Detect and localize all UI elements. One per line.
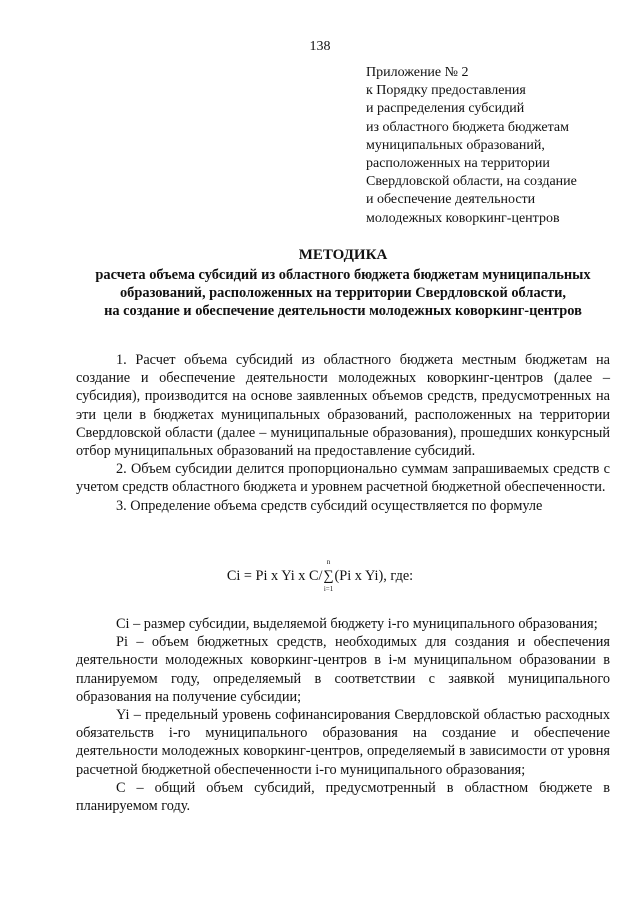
appendix-line: Свердловской области, на создание	[366, 174, 577, 190]
appendix-line: к Порядку предоставления	[366, 83, 526, 99]
definitions-section	[76, 615, 610, 815]
formula-before: Ci = Pi x Yi x C/	[226, 568, 323, 584]
appendix-block	[366, 64, 616, 228]
appendix-line: и распределения субсидий	[366, 101, 525, 117]
title-subtitle-line: расчета объема субсидий из областного бюджета бюджетам муниципальных	[95, 267, 591, 283]
title-subtitle-line: на создание и обеспечение деятельности молодежных коворкинг-центров	[104, 303, 582, 319]
page-number: 138	[309, 39, 331, 54]
formula-after: (Pi x Yi), где:	[334, 568, 414, 584]
sum-operator	[323, 558, 335, 593]
appendix-line: молодежных коворкинг-центров	[366, 210, 560, 226]
formula	[0, 558, 640, 593]
paragraph-1: 1. Расчет объема субсидий из областного бюджета местным бюджетам на создание и обеспечение деятельности молодежных коворкинг-центров (далее – субсидия), производится на основе заявленных объемов средств, предусмотренных на эти цели в бюджетах муниципальных образований, расположенных на территории Свердловской области (далее – муниципальные образования), прошедших конкурсный отбор муниципальных образований на предоставление субсидий.	[76, 352, 610, 460]
title-subtitle-line: образований, расположенных на территории Свердловской области,	[119, 285, 567, 301]
definition-c: C – общий объем субсидий, предусмотренный в областном бюджете в планируемом году.	[76, 779, 610, 815]
appendix-line: и обеспечение деятельности	[366, 192, 536, 208]
title-main: МЕТОДИКА	[298, 247, 388, 263]
definition-pi: Pi – объем бюджетных средств, необходимых для создания и обеспечения деятельности молодежных коворкинг-центров в i-м муниципальном образовании в планируемом году, определяемый в соответствии с заявкой муниципального образования на получение субсидии;	[76, 634, 610, 705]
sum-upper-limit: n	[326, 558, 331, 566]
definition-ci: Ci – размер субсидии, выделяемой бюджету i-го муниципального образования;	[116, 616, 598, 632]
document-title	[70, 246, 616, 320]
body-section-main	[76, 351, 610, 515]
definition-yi: Yi – предельный уровень софинансирования Свердловской областью расходных обязательств i-го муниципального образования на создание и обеспечение деятельности молодежных коворкинг-центров, определяемый в зависимости от уровня расчетной бюджетной обеспеченности i-го муниципального образования;	[76, 707, 610, 778]
appendix-line: Приложение № 2	[366, 65, 469, 80]
appendix-line: муниципальных образований,	[366, 137, 545, 153]
sum-lower-limit: i=1	[323, 585, 334, 593]
sum-symbol: ∑	[323, 568, 334, 584]
paragraph-2: 2. Объем субсидии делится пропорционально суммам запрашиваемых средств с учетом средств областного бюджета и уровнем расчетной бюджетной обеспеченности.	[76, 461, 610, 496]
paragraph-3: 3. Определение объема средств субсидий осуществляется по формуле	[116, 497, 543, 514]
appendix-line: расположенных на территории	[366, 156, 550, 172]
appendix-line: из областного бюджета бюджетам	[366, 119, 569, 135]
